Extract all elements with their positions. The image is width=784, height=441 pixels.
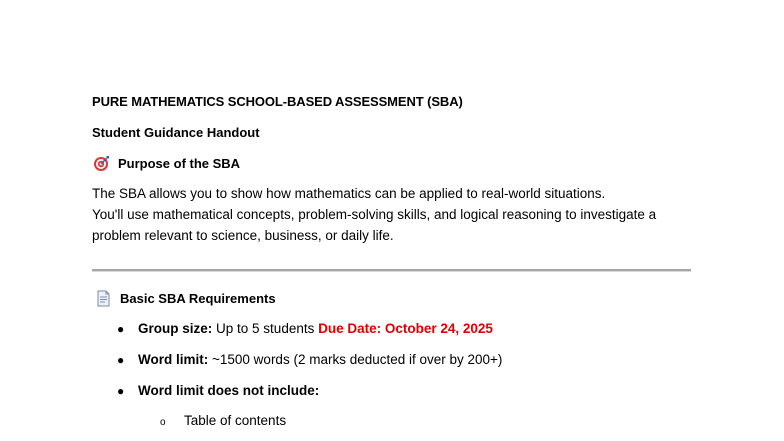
purpose-line-2: You'll use mathematical concepts, problem-solving skills, and logical reasoning to investigate a (92, 207, 657, 222)
list-item (117, 352, 502, 367)
list-item (117, 321, 493, 336)
list-item (117, 383, 319, 398)
requirements-heading-label: Basic SBA Requirements (120, 291, 276, 306)
sub-list-item-text: Table of contents (184, 413, 287, 428)
sub-list-item (160, 413, 286, 428)
purpose-heading-label: Purpose of the SBA (118, 156, 241, 171)
document-icon (95, 290, 112, 307)
purpose-heading (93, 155, 240, 172)
purpose-line-1: The SBA allows you to show how mathematics can be applied to real-world situations. (92, 186, 606, 201)
list-item-text: ~1500 words (2 marks deducted if over by 200+) (212, 352, 503, 367)
bullet-icon: ● (117, 353, 125, 367)
hollow-bullet-icon: o (160, 417, 166, 428)
document-subtitle: Student Guidance Handout (92, 125, 260, 140)
document-title: PURE MATHEMATICS SCHOOL-BASED ASSESSMENT (SBA) (92, 94, 463, 109)
bullet-icon: ● (117, 322, 125, 336)
requirements-heading (95, 290, 276, 307)
list-item-label: Word limit does not include: (138, 383, 320, 398)
list-item-label: Group size: (138, 321, 213, 336)
target-icon (93, 155, 110, 172)
horizontal-divider (92, 269, 691, 272)
bullet-icon: ● (117, 384, 125, 398)
list-item-label: Word limit: (138, 352, 209, 367)
due-date-highlight: Due Date: October 24, 2025 (318, 321, 493, 336)
list-item-text: Up to 5 students (216, 321, 315, 336)
purpose-line-3: problem relevant to science, business, or daily life. (92, 228, 394, 243)
